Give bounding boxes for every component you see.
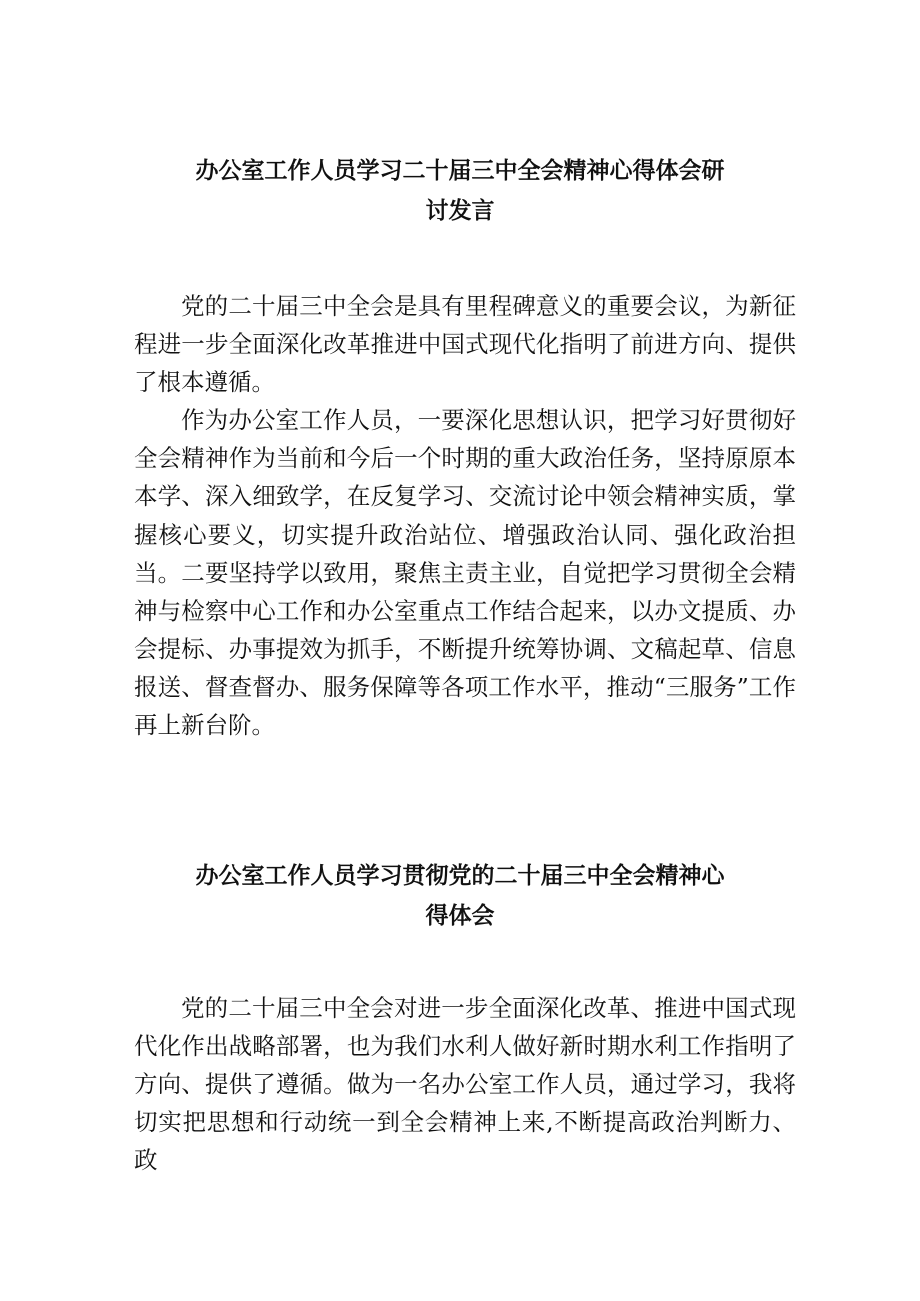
section-2-title <box>120 856 800 936</box>
section-2-body <box>134 989 796 1179</box>
section-2-title-line-2: 得体会 <box>425 903 495 929</box>
section-1-title <box>120 151 800 231</box>
section-1-body <box>134 287 796 744</box>
section-1-title-line-1: 办公室工作人员学习二十届三中全会精神心得体会研 <box>195 158 725 184</box>
section-1-paragraph-1: 党的二十届三中全会是具有里程碑意义的重要会议，为新征程进一步全面深化改革推进中国式现代化指明了前进方向、提供了根本遵循。 <box>134 292 796 397</box>
section-1-paragraph-2: 作为办公室工作人员，一要深化思想认识，把学习好贯彻好全会精神作为当前和今后一个时期的重大政治任务，坚持原原本本学、深入细致学，在反复学习、交流讨论中领会精神实质，掌握核心要义，切实提升政治站位、增强政治认同、强化政治担当。二要坚持学以致用，聚焦主责主业，自觉把学习贯彻全会精神与检察中心工作和办公室重点工作结合起来，以办文提质、办会提标、办事提效为抓手，不断提升统筹协调、文稿起草、信息报送、督查督办、服务保障等各项工作水平，推动“三服务”工作再上新台阶。 <box>134 406 796 740</box>
section-2-paragraph-1: 党的二十届三中全会对进一步全面深化改革、推进中国式现代化作出战略部署，也为我们水利人做好新时期水利工作指明了方向、提供了遵循。做为一名办公室工作人员，通过学习，我将切实把思想和行动统一到全会精神上来,不断提高政治判断力、政 <box>134 994 796 1175</box>
section-2-title-line-1: 办公室工作人员学习贯彻党的二十届三中全会精神心 <box>195 863 725 889</box>
section-1-title-line-2: 讨发言 <box>425 198 495 224</box>
